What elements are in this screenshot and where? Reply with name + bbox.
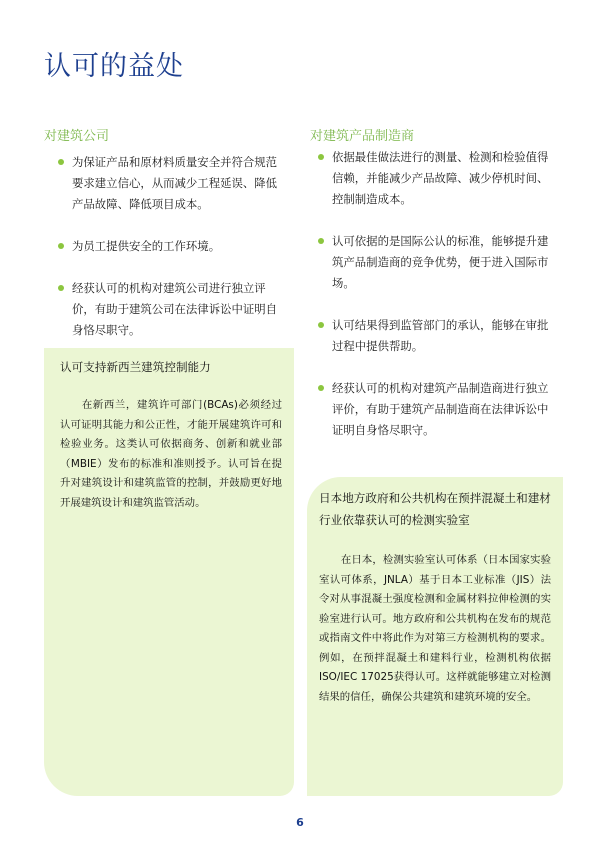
list-item: 认可依据的是国际公认的标准，能够提升建筑产品制造商的竞争优势，便于进入国际市场。 <box>318 231 558 294</box>
left-column-heading: 对建筑公司 <box>44 129 110 144</box>
japan-case-box <box>307 477 563 796</box>
list-item: 依据最佳做法进行的测量、检测和检验值得信赖，并能减少产品故障、减少停机时间、控制制造成本。 <box>318 147 558 210</box>
right-bullet-list <box>318 147 558 441</box>
list-item: 为员工提供安全的工作环境。 <box>58 236 288 257</box>
new-zealand-case-title: 认可支持新西兰建筑控制能力 <box>60 360 211 374</box>
list-item: 经获认可的机构对建筑产品制造商进行独立评价，有助于建筑产品制造商在法律诉讼中证明自身恪尽职守。 <box>318 378 558 441</box>
list-item: 为保证产品和原材料质量安全并符合规范要求建立信心，从而减少工程延误、降低产品故障、降低项目成本。 <box>58 152 288 215</box>
page-title: 认可的益处 <box>44 51 184 82</box>
list-item: 经获认可的机构对建筑公司进行独立评价，有助于建筑公司在法律诉讼中证明自身恪尽职守。 <box>58 278 288 341</box>
list-item: 认可结果得到监管部门的承认，能够在审批过程中提供帮助。 <box>318 315 558 357</box>
japan-case-title: 日本地方政府和公共机构在预拌混凝土和建材行业依靠获认可的检测实验室 <box>319 491 551 527</box>
japan-case-body: 在日本，检测实验室认可体系（日本国家实验室认可体系，JNLA）基于日本工业标准（JIS）法令对从事混凝土强度检测和金属材料拉伸检测的实验室进行认可。地方政府和公共机构在发布的规范或指南文件中将此作为对第三方检测机构的要求。例如，在预拌混凝土和建料行业，检测机构依据ISO/IEC 17025获得认可。这样就能够建立对检测结果的信任，确保公共建筑和建筑环境的安全。 <box>319 554 551 703</box>
new-zealand-case-body: 在新西兰，建筑许可部门(BCAs)必须经过认可证明其能力和公正性，才能开展建筑许可和检验业务。这类认可依据商务、创新和就业部（MBIE）发布的标准和准则授予。认可旨在提升对建筑设计和建筑监管的控制，并鼓励更好地开展建筑设计和建筑监管活动。 <box>60 399 282 509</box>
left-bullet-list <box>58 152 288 341</box>
right-column-heading: 对建筑产品制造商 <box>310 129 415 144</box>
page-number: 6 <box>296 816 304 829</box>
new-zealand-case-box <box>44 348 294 796</box>
